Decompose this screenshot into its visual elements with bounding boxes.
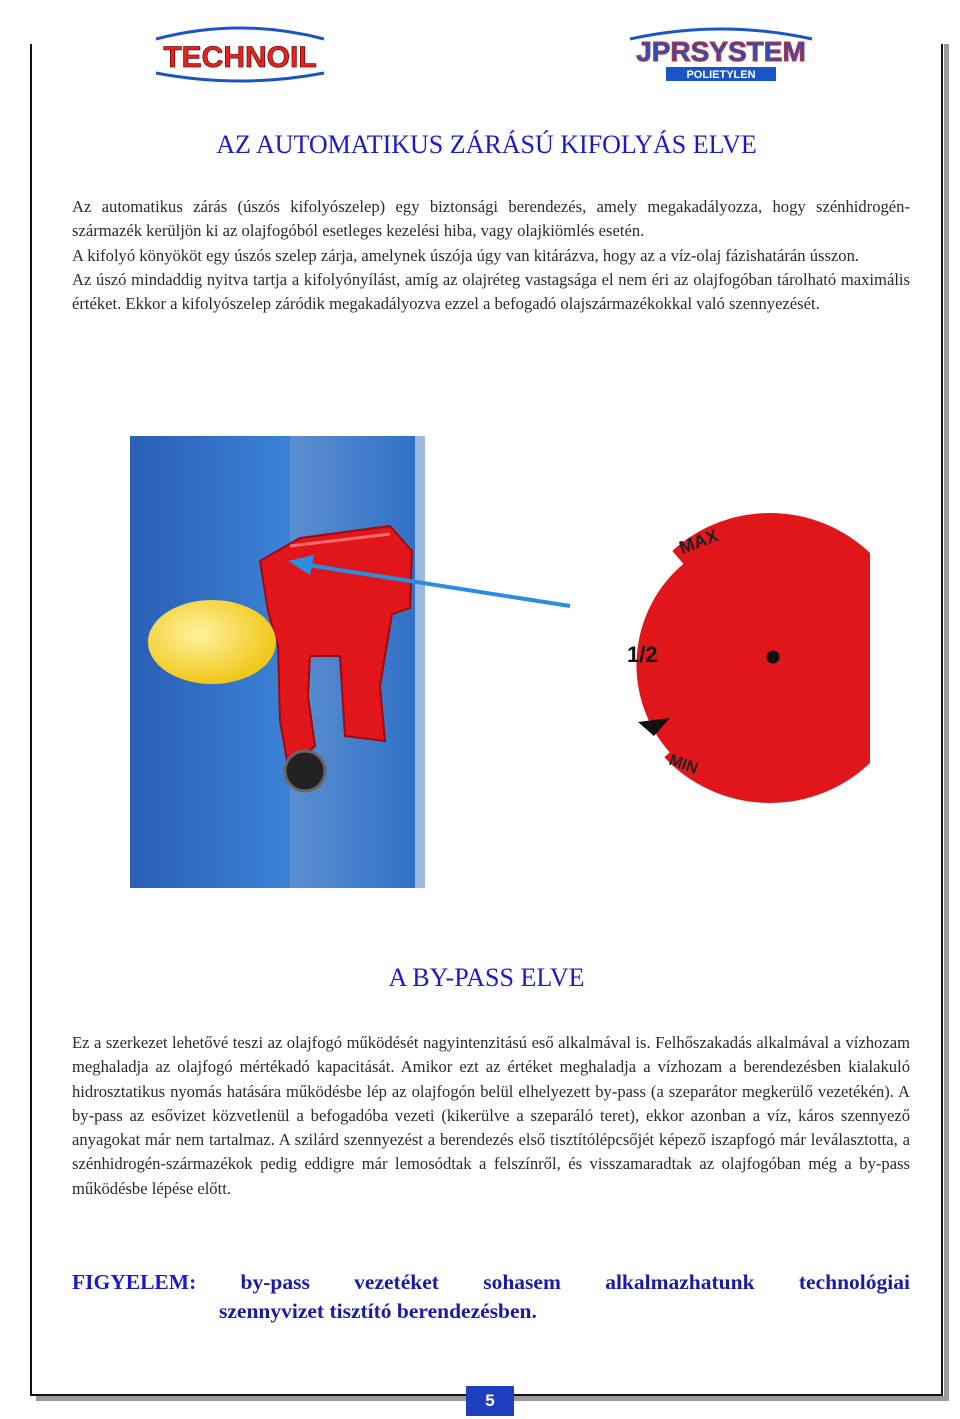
section2-title: A BY-PASS ELVE [388, 963, 585, 992]
warning-word: vezetéket [354, 1270, 439, 1294]
section1-title: AZ AUTOMATIKUS ZÁRÁSÚ KIFOLYÁS ELVE [216, 130, 757, 159]
warning-label: FIGYELEM: [72, 1270, 197, 1294]
warning-line-1 [72, 1268, 910, 1297]
yellow-float [148, 600, 276, 684]
technoil-logo-text: TECHNOIL [163, 41, 317, 74]
technoil-logo-graphic [150, 23, 330, 87]
gauge-max-label: MAX [676, 525, 721, 558]
jprsystem-logo-graphic [626, 23, 816, 87]
float-valve-figure [130, 436, 870, 888]
warning-word: sohasem [483, 1270, 561, 1294]
float-valve-illustration [130, 436, 870, 888]
warning-note [72, 1268, 910, 1326]
section2-paragraph: Ez a szerkezet lehetővé teszi az olajfogó működését nagyintenzitású eső alkalmával is. Felhőszakadás alkalmával a vízhozam meghaladja az olajfogó mértékadó kapacitását. Amikor ezt az értéket meghaladja a vízhozam a berendezésben kialakuló hidrosztatikus nyomás hatására működésbe lép az olajfogón belül elhelyezett by-pass (a szeparátor megkerülő vezetékén). A by-pass az esővizet közvetlenül a befogadóba vezeti (kikerülve a szeparáló teret), ekkor azonban a víz, káros szennyező anyagokat már nem tartalmaz. A szilárd szennyezést a berendezés első tisztítólépcsőjét képező iszapfogó már leválasztotta, a szénhidrogén-származékok pedig eddigre már lemosódtak a felszínről, és visszamaradtak az olajfogóban még a by-pass működésbe lépése előtt. [72, 1033, 910, 1198]
technoil-logo [150, 22, 330, 88]
section1-body [72, 195, 910, 316]
jprsystem-logo [626, 22, 816, 88]
section1-paragraph: Az úszó mindaddig nyitva tartja a kifolyónyílást, amíg az olajréteg vastagsága el nem éri az olajfogóban tárolható maximális értéket. Ekkor a kifolyószelep záródik megakadályozva ezzel a befogadó olajszármazékokkal való szennyezését. [72, 269, 910, 314]
warning-word: alkalmazhatunk [605, 1270, 755, 1294]
frame-shadow-right [944, 44, 949, 1401]
warning-line-2: szennyvizet tisztító berendezésben. [219, 1299, 537, 1323]
section2-body [72, 1031, 910, 1201]
page-number: 5 [466, 1386, 514, 1416]
gauge-min-label: MIN [666, 751, 701, 778]
jprsystem-logo-sub: POLIETYLEN [686, 69, 756, 81]
warning-word: by-pass [240, 1270, 310, 1294]
gauge-half-label: 1/2 [627, 642, 658, 667]
section1-paragraph: Az automatikus zárás (úszós kifolyószelep) egy biztonsági berendezés, amely megakadályozza, hogy szénhidrogén-származék kerüljön ki az olajfogóból esetleges kezelési hiba, vagy olajkiömlés esetén. [72, 197, 910, 241]
warning-word: technológiai [798, 1270, 910, 1294]
jprsystem-logo-text: JPRSYSTEM [636, 36, 806, 67]
section1-paragraph: A kifolyó könyököt egy úszós szelep zárja, amelynek úszója úgy van kitárázva, hogy az a víz-olaj fázishatárán ússzon. [72, 245, 860, 265]
